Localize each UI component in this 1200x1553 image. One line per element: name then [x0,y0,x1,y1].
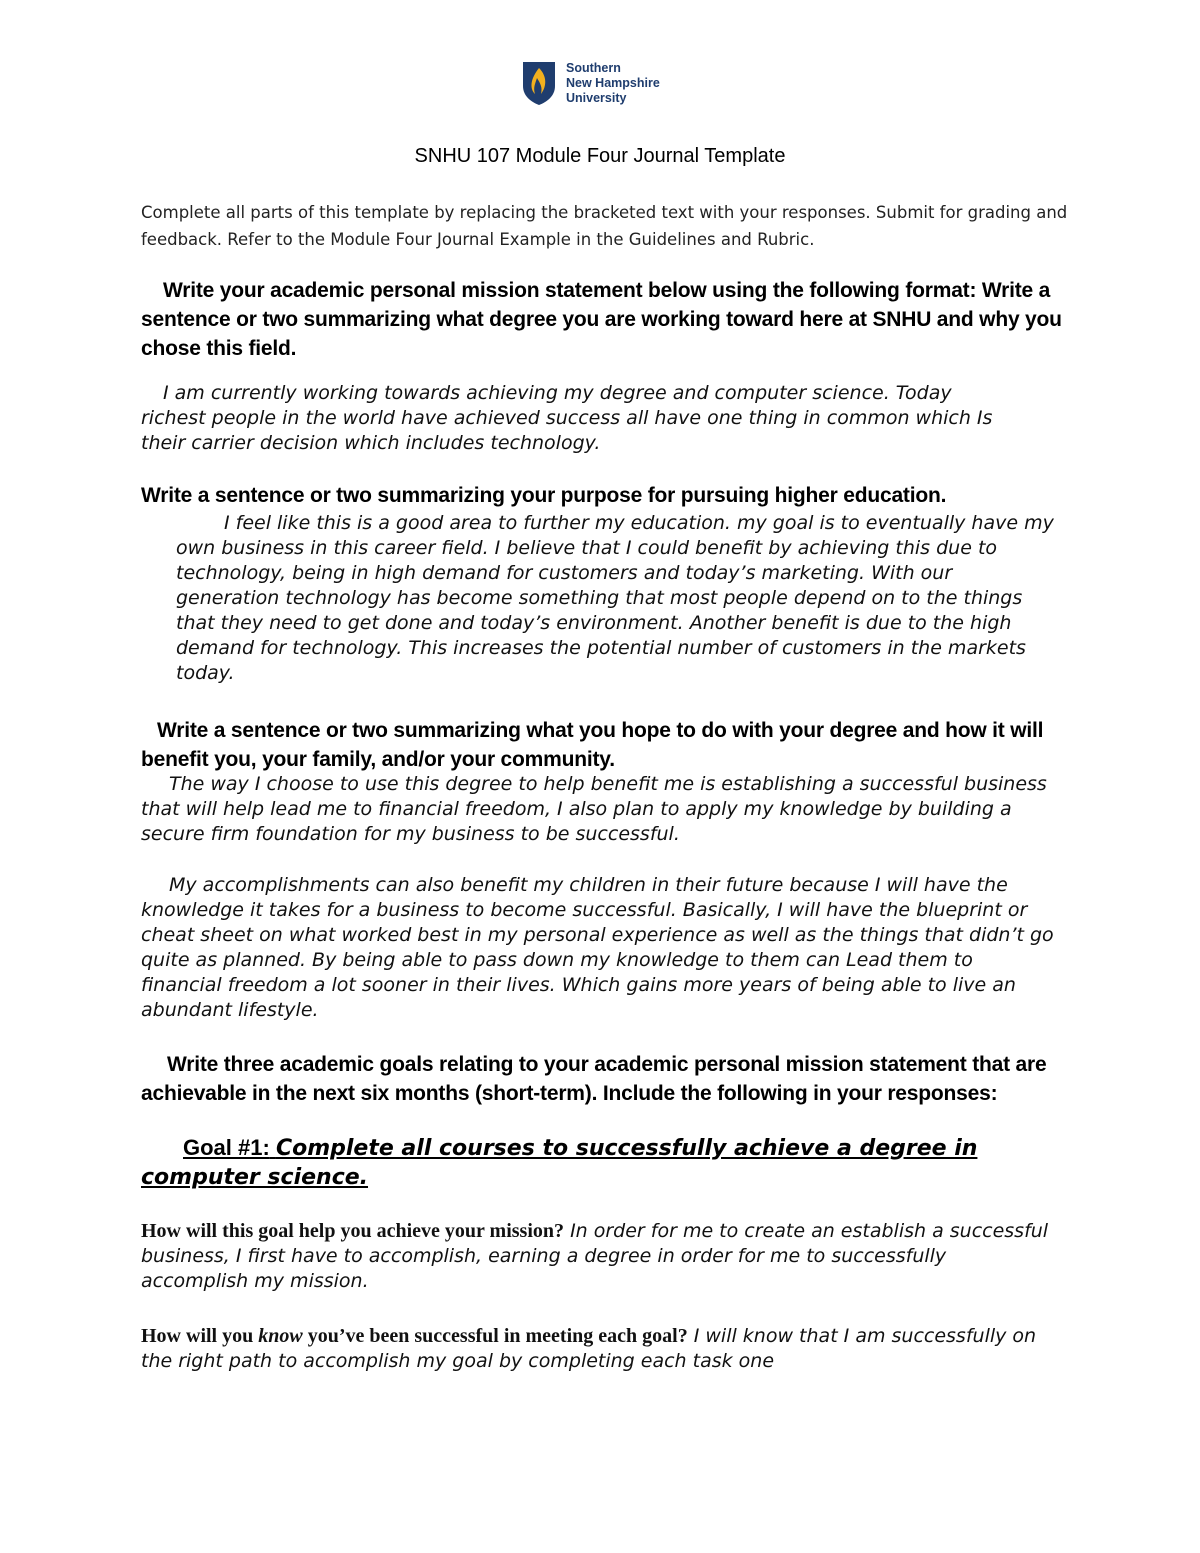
section-2-heading: Write a sentence or two summarizing your purpose for pursuing higher education. [141,484,947,507]
section-3-answer-p2: My accomplishments can also benefit my children in their future because I will have the knowledge it takes for a business to become successful. Basically, I will have the blueprint or cheat sheet on what worked best in my personal experience as well as the things that didn’t go quite as planned. By being able to pass down my knowledge to them can Lead them to financial freedom a lot sooner in their lives. Which gains more years of being able to live an abundant lifestyle. [141,874,1054,1021]
logo-line: Southern [566,61,621,75]
snhu-logo [521,60,691,110]
section-4-heading: Write three academic goals relating to your academic personal mission statement that are achievable in the next six months (short-term). Include the following in your responses: [141,1053,1047,1105]
logo-line: New Hampshire [566,76,660,90]
logo-wordmark [566,61,660,106]
goal-1-label: Goal #1: [183,1135,270,1160]
goal-1-answer-2: I will know that I am successfully on the right path to accomplish my goal by completing each task one [141,1325,1037,1372]
goal-1-text: Complete all courses to successfully achieve a degree in computer science. [141,1136,978,1190]
shield-flame-icon [521,60,557,106]
goal-1-q2-paragraph [141,1324,1059,1374]
question-2-part-a: How will you [141,1325,254,1347]
question-2-part-b: you’ve been successful in meeting each goal? [307,1325,688,1347]
instructions: Complete all parts of this template by replacing the bracketed text with your responses. Submit for grading and feedback. Refer to the Module Four Journal Example in the Guidelines and Rubric. [141,203,1068,249]
section-1-answer: I am currently working towards achieving my degree and computer science. Today richest people in the world have achieved success all have one thing in common which Is their carrier decision which includes technology. [141,382,993,454]
goal-1-question-2 [141,1325,688,1347]
section-3-answer-p1: The way I choose to use this degree to help benefit me is establishing a successful business that will help lead me to financial freedom, I also plan to apply my knowledge by building a secure firm foundation for my business to be successful. [141,773,1047,845]
logo-line: University [566,91,627,105]
page-title: SNHU 107 Module Four Journal Template [414,145,786,167]
section-1-heading: Write your academic personal mission statement below using the following format: Write a sentence or two summarizing what degree you are working toward here at SNHU and why you chose this field. [141,279,1062,360]
section-3-heading: Write a sentence or two summarizing what you hope to do with your degree and how it will benefit you, your family, and/or your community. [141,719,1044,771]
goal-1-answer-1: In order for me to create an establish a successful business, I first have to accomplish, earning a degree in order for me to successfully accomplish my mission. [141,1220,1049,1292]
goal-1-heading [141,1134,1046,1192]
section-2-answer: I feel like this is a good area to further my education. my goal is to eventually have my own business in this career field. I believe that I could benefit by achieving this due to technology, being in high demand for customers and today’s marketing. With our generation technology has become something that most people depend on to the things that they need to get done and today’s environment. Another benefit is due to the high demand for technology. This increases the potential number of customers in the markets today. [176,512,1054,684]
question-2-emphasis: know [258,1325,303,1347]
goal-1-q1-paragraph [141,1219,1059,1294]
goal-1-question-1: How will this goal help you achieve your mission? [141,1220,565,1242]
